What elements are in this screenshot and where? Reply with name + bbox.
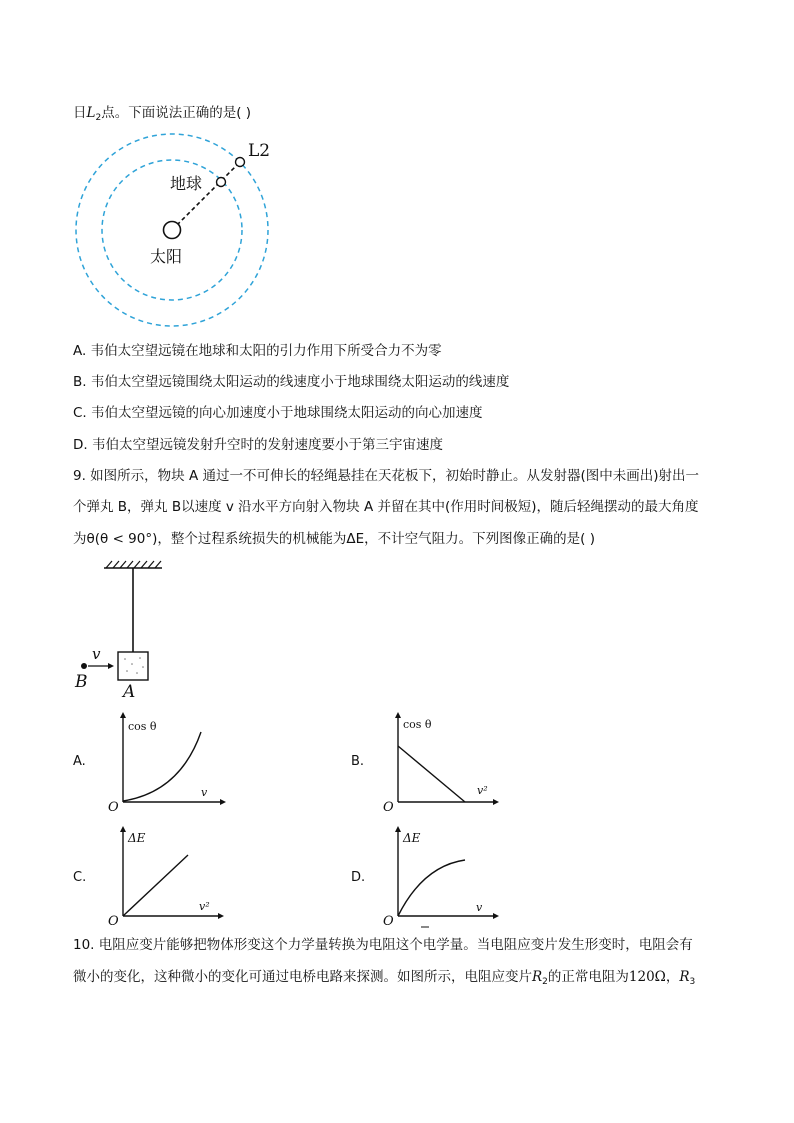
graph-c-x-arrow (218, 913, 224, 919)
q10-r2-sub: 2 (542, 977, 548, 987)
ceiling-hatching (106, 561, 161, 568)
block-a (118, 652, 148, 680)
q10-r3-var: R (679, 969, 690, 985)
q8-option-a: A. 韦伯太空望远镜在地球和太阳的引力作用下所受合力不为零 (73, 343, 442, 359)
q9-pendulum-figure (70, 560, 190, 700)
graph-a-y-arrow (120, 712, 126, 718)
graph-b-y-arrow (395, 712, 401, 718)
graph-a (108, 712, 228, 815)
graph-c (108, 826, 228, 929)
earth-marker (217, 178, 226, 187)
graph-b-ylabel: cos θ (403, 718, 432, 731)
graph-a-xlabel: v (201, 786, 208, 799)
graph-d-xlabel: v (476, 901, 483, 914)
graph-b-option-label: B. (351, 754, 365, 769)
graph-a-ylabel: cos θ (128, 720, 157, 733)
q8-stem-tail (73, 103, 251, 128)
l2-label: L2 (248, 141, 271, 161)
q8-orbit-figure (70, 132, 300, 342)
graph-c-y-arrow (120, 826, 126, 832)
q8-option-d: D. 韦伯太空望远镜发射升空时的发射速度要小于第三宇宙速度 (73, 437, 443, 453)
sun-earth-l2-line (172, 162, 240, 230)
q8-option-c: C. 韦伯太空望远镜的向心加速度小于地球围绕太阳运动的向心加速度 (73, 405, 483, 421)
q10-line2-text: 微小的变化，这种微小的变化可通过电桥电路来探测。如图所示，电阻应变片 (73, 969, 532, 985)
sun-marker (164, 222, 181, 239)
graph-d-option-label: D. (351, 870, 366, 885)
graph-c-xlabel: v² (199, 900, 210, 913)
l2-marker (236, 158, 245, 167)
graph-b-origin: O (383, 800, 394, 815)
graph-b (383, 712, 503, 815)
graph-b-line (398, 746, 465, 802)
graph-c-line (123, 855, 188, 916)
q10-line-2 (73, 967, 695, 992)
earth-label: 地球 (170, 174, 203, 193)
sun-label: 太阳 (150, 247, 183, 266)
graph-d-origin: O (383, 914, 394, 929)
graph-d-y-arrow (395, 826, 401, 832)
graph-a-x-arrow (220, 799, 226, 805)
graph-b-x-arrow (493, 799, 499, 805)
graph-a-option-label: A. (73, 754, 86, 769)
bullet-label: B (75, 672, 88, 692)
graph-d-ylabel: ΔE (403, 831, 421, 845)
graph-d (383, 826, 503, 929)
q8-stem-prefix: 日 (73, 105, 87, 121)
block-label: A (123, 682, 136, 702)
q10-r3-sub: 3 (689, 977, 696, 987)
graph-c-origin: O (108, 914, 119, 929)
velocity-arrowhead (108, 663, 114, 669)
q10-r2-var: R (532, 969, 543, 985)
graph-b-xlabel: v² (477, 784, 488, 797)
q10-line2-mid: 的正常电阻为 (547, 969, 629, 985)
graph-c-option-label: C. (73, 870, 87, 885)
graph-a-curve (123, 732, 201, 801)
q8-stem-var: L (86, 105, 96, 121)
graph-a-origin: O (108, 800, 119, 815)
velocity-label: v (92, 645, 101, 663)
q8-stem-suffix: 点。下面说法正确的是( ) (101, 105, 252, 121)
q8-stem-sub: 2 (95, 113, 102, 123)
q9-line-3: 为θ(θ < 90°)，整个过程系统损失的机械能为ΔE，不计空气阻力。下列图像正确的是( ) (73, 531, 595, 547)
graph-d-curve (398, 860, 465, 916)
q8-option-b: B. 韦伯太空望远镜围绕太阳运动的线速度小于地球围绕太阳运动的线速度 (73, 374, 510, 390)
q9-line-1: 9. 如图所示，物块 A 通过一不可伸长的轻绳悬挂在天花板下，初始时静止。从发射器(图中未画出)射出一 (73, 468, 700, 484)
q10-line-1: 10. 电阻应变片能够把物体形变这个力学量转换为电阻这个电学量。当电阻应变片发生形变时，电阻会有 (73, 937, 693, 953)
q9-line-2: 个弹丸 B，弹丸 B以速度 v 沿水平方向射入物块 A 并留在其中(作用时间极短)，随后轻绳摆动的最大角度 (73, 499, 699, 515)
q10-resistance-value: 120Ω， (628, 969, 680, 985)
graph-c-ylabel: ΔE (128, 831, 146, 845)
bullet-b (81, 663, 87, 669)
graph-d-x-arrow (493, 913, 499, 919)
